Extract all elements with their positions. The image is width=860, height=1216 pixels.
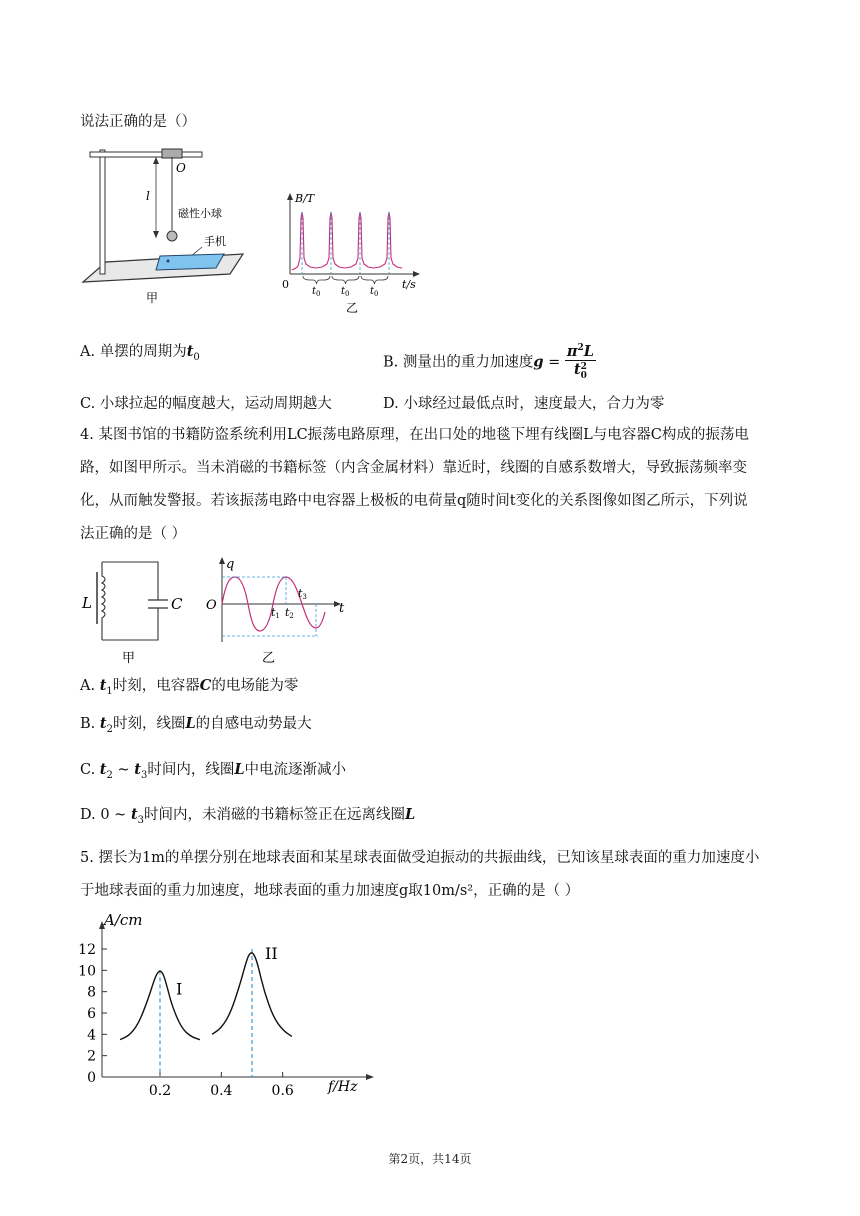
q5-stem: 5. 摆长为1m的单摆分别在地球表面和某星球表面做受迫振动的共振曲线，已知该星球表面的重力加速度小 于地球表面的重力加速度，地球表面的重力加速度g取10m/s²，正确的是（ ） [80, 850, 760, 899]
q4-stem: 4. 某图书馆的书籍防盗系统利用LC振荡电路原理，在出口处的地毯下埋有线圈L与电容器C构成的振荡电 路，如图甲所示。当未消磁的书籍标签（内含金属材料）靠近时，线圈的自感系数增大，导致振荡频率变 化，从而触发警报。若该振荡电路中电容器上极板的电荷量q随时间t变化的关系图像如图乙所示，下列说 法正确的是（ ） [80, 427, 749, 542]
q3-figure-yi [280, 188, 430, 318]
q3-stem-tail: 说法正确的是（） [80, 114, 196, 130]
y-tick-label: 4 [87, 1027, 96, 1044]
label-phone: 手机 [204, 235, 226, 248]
series-label: II [265, 944, 278, 963]
y-tick-label: 10 [78, 963, 96, 980]
y-tick-label: 0 [87, 1070, 96, 1086]
t1-label: t1 [271, 606, 280, 620]
fraction: $\pi^2L$ t 2 0 [565, 340, 596, 381]
y-tick-label: 12 [78, 942, 96, 958]
caption-jia: 甲 [122, 651, 136, 666]
stand-arm [90, 152, 202, 157]
label-L: L [82, 594, 92, 612]
axis-y-label: B/T [295, 192, 315, 205]
x-tick-label: 0.6 [271, 1083, 294, 1095]
circuit-loop [102, 562, 158, 640]
x-tick-label: 0.2 [148, 1083, 172, 1095]
q4-option-c[interactable]: C. $t_2$ ~ $t_3$时间内，线圈L中电流逐渐减小 [80, 761, 347, 781]
q3-option-b[interactable]: B. 测量出的重力加速度g = $\pi^2L$ t 2 0 [383, 342, 596, 383]
label-C: C [171, 595, 183, 613]
q4-option-a[interactable]: A. $t_1$时刻，电容器C的电场能为零 [80, 677, 299, 697]
caption-yi: 乙 [262, 651, 276, 666]
origin-label: 0 [282, 278, 289, 291]
t0-label-1: $t_0$ [312, 286, 321, 298]
x-axis-label: f/Hz [328, 1079, 358, 1095]
q3-figure-jia [78, 142, 258, 317]
q3-option-a[interactable]: A. 单摆的周期为$t_0$ [80, 343, 200, 363]
y-tick-label: 2 [87, 1048, 96, 1065]
inductor-coil [102, 562, 105, 640]
q3-option-c[interactable]: C. 小球拉起的幅度越大，运动周期越大 [80, 396, 332, 412]
x-tick-label: 0.4 [210, 1083, 233, 1095]
q4-option-b[interactable]: B. $t_2$时刻，线圈L的自感电动势最大 [80, 715, 312, 735]
label-l: l [146, 189, 150, 203]
t2-label: t2 [285, 606, 294, 620]
resonance-chart [78, 905, 378, 1095]
t0-label-3: $t_0$ [370, 286, 379, 298]
pivot-clamp [162, 149, 182, 158]
q4-figure-yi [200, 552, 350, 667]
axis-q-label: q [226, 557, 235, 572]
caption-yi: 乙 [346, 301, 359, 315]
origin-O: O [206, 598, 217, 613]
stand-pole [100, 150, 105, 274]
q4-figure-jia [78, 558, 198, 673]
y-axis-label: A/cm [104, 911, 143, 929]
y-tick-label: 6 [87, 1006, 96, 1022]
page-footer: 第2页，共14页 [388, 1152, 472, 1166]
b-field-curve [292, 212, 402, 270]
t3-label: t3 [298, 587, 307, 601]
caption-jia: 甲 [146, 291, 159, 305]
label-ball: 磁性小球 [178, 207, 222, 220]
y-tick-label: 8 [87, 984, 96, 1001]
t0-label-2: $t_0$ [341, 286, 350, 298]
label-O: O [176, 161, 186, 175]
axis-x-label: t/s [402, 278, 416, 291]
phone [156, 254, 224, 270]
magnetic-ball [167, 231, 177, 241]
q4-option-d[interactable]: D. 0 ~ $t_3$时间内，未消磁的书籍标签正在远离线圈L [80, 806, 416, 826]
series-label: I [176, 979, 183, 999]
q3-option-d[interactable]: D. 小球经过最低点时，速度最大，合力为零 [383, 396, 665, 412]
axis-t-label: t [339, 601, 345, 616]
